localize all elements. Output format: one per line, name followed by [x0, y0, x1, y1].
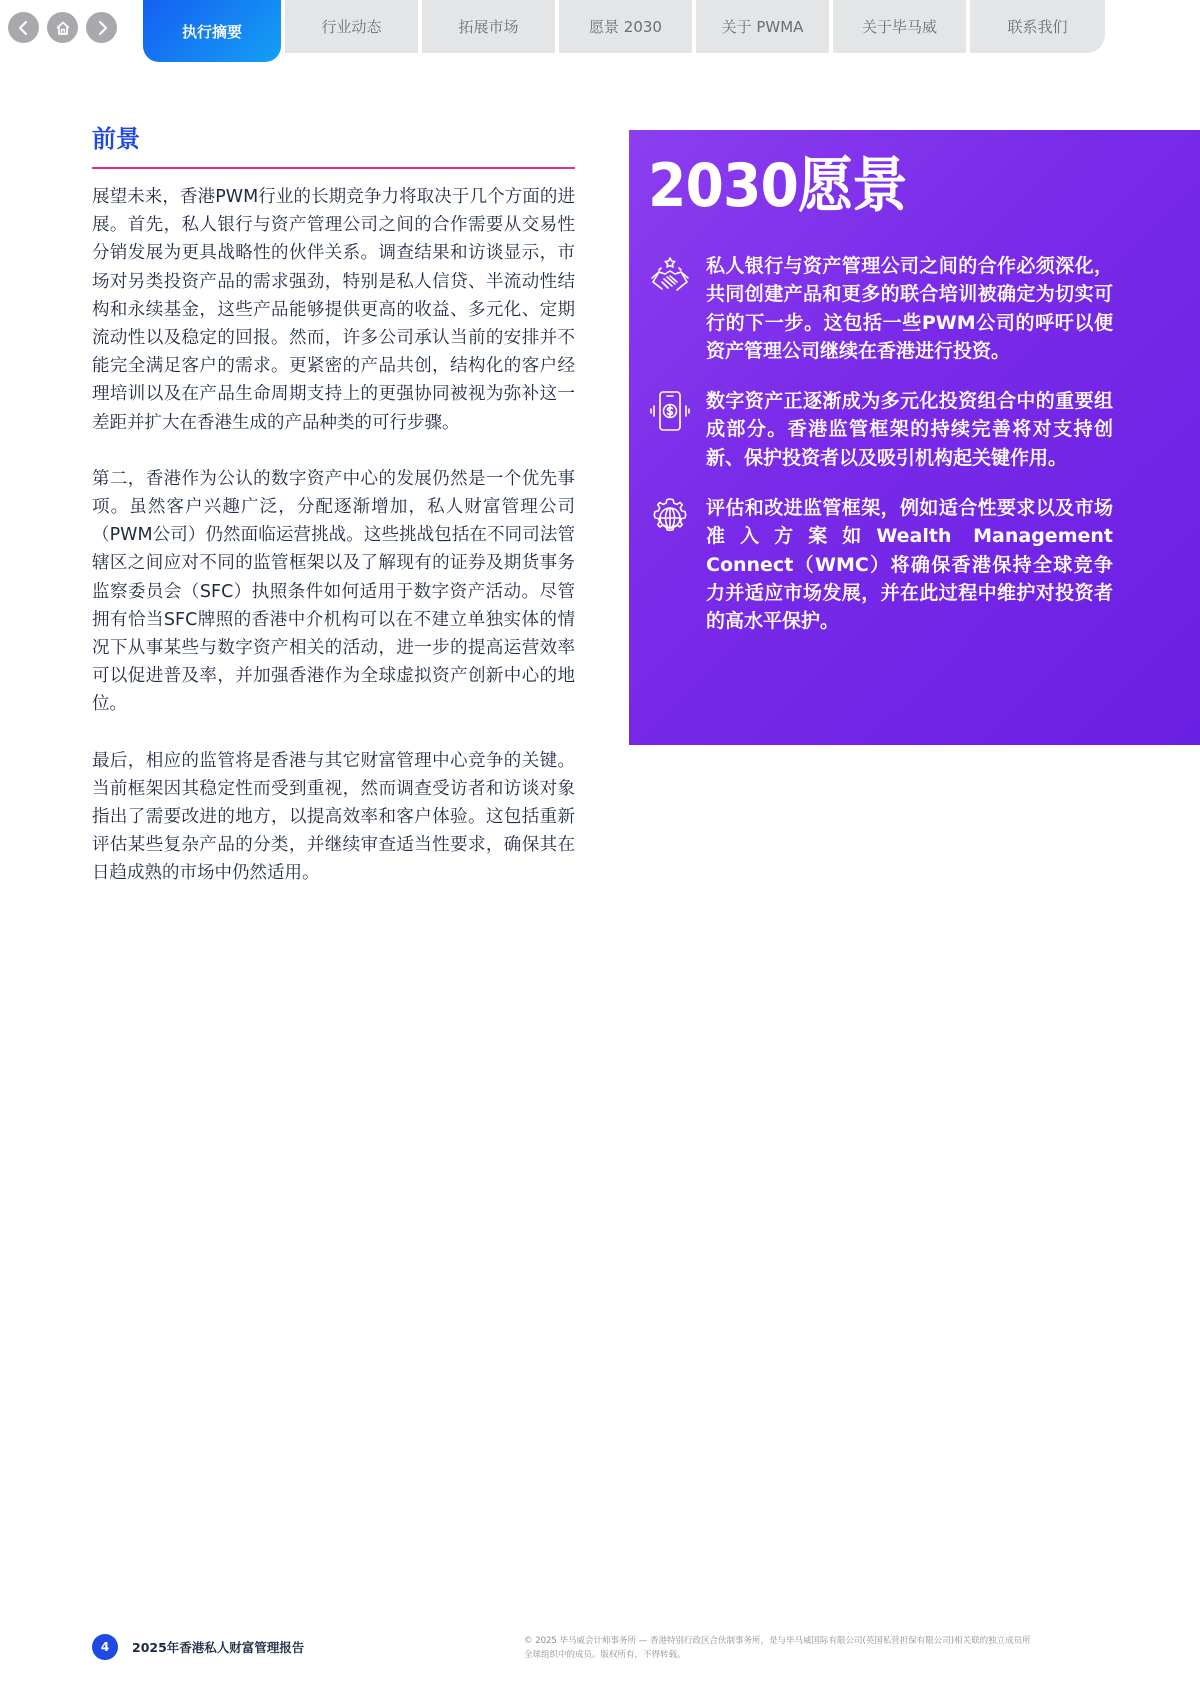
- tab-about-kpmg[interactable]: 关于毕马威: [833, 0, 966, 53]
- chevron-right-icon: [93, 19, 111, 37]
- vision-item: [648, 387, 1175, 472]
- report-title: 2025年香港私人财富管理报告: [132, 1640, 305, 1655]
- handshake-icon: [648, 254, 694, 302]
- tab-vision-2030[interactable]: 愿景 2030: [559, 0, 692, 53]
- tab-executive-summary[interactable]: 执行摘要: [143, 0, 281, 62]
- footer-left: [92, 1634, 304, 1660]
- forward-button[interactable]: [86, 12, 117, 43]
- paragraph-1: 展望未来，香港PWM行业的长期竞争力将取决于几个方面的进展。首先，私人银行与资产管理公司之间的合作需要从交易性分销发展为更具战略性的伙伴关系。调查结果和访谈显示，市场对另类投资产品的需求强劲，特别是私人信贷、半流动性结构和永续基金，这些产品能够提供更高的收益、多元化、定期流动性以及稳定的回报。然而，许多公司承认当前的安排并不能完全满足客户的需求。更紧密的产品共创，结构化的客户经理培训以及在产品生命周期支持上的更强协同被视为弥补这一差距并扩大在香港生成的产品种类的可行步骤。: [92, 187, 575, 433]
- section-title: 前景: [92, 123, 575, 169]
- copyright-notice: [524, 1634, 1114, 1662]
- globe-gear-icon: [648, 496, 694, 544]
- tab-industry-news[interactable]: 行业动态: [285, 0, 418, 53]
- chevron-left-icon: [15, 19, 33, 37]
- outlook-section: [92, 123, 575, 888]
- vision-text: 评估和改进监管框架，例如适合性要求以及市场准入方案如Wealth Management Connect（WMC）将确保香港保持全球竞争力并适应市场发展，并在此过程中维护对投资者的高水平保护。: [706, 497, 1113, 633]
- paragraph-3: 最后，相应的监管将是香港与其它财富管理中心竞争的关键。当前框架因其稳定性而受到重视，然而调查受访者和访谈对象指出了需要改进的地方，以提高效率和客户体验。这包括重新评估某些复杂产品的分类，并继续审查适当性要求，确保其在日趋成熟的市场中仍然适用。: [92, 750, 575, 884]
- vision-item: [648, 494, 1175, 635]
- page-number: 4: [92, 1634, 118, 1660]
- vision-text: 数字资产正逐渐成为多元化投资组合中的重要组成部分。香港监管框架的持续完善将对支持创新、保护投资者以及吸引机构起关键作用。: [706, 390, 1113, 469]
- legal-line-1: © 2025 毕马威会计师事务所 — 香港特别行政区合伙制事务所，是与毕马威国际有限公司(英国私营担保有限公司)相关联的独立成员所: [524, 1636, 1031, 1646]
- vision-2030-panel: [629, 130, 1200, 745]
- vision-item: [648, 252, 1175, 365]
- nav-controls: [8, 12, 117, 43]
- vision-text: 私人银行与资产管理公司之间的合作必须深化，共同创建产品和更多的联合培训被确定为切实可行的下一步。这包括一些PWM公司的呼吁以便资产管理公司继续在香港进行投资。: [706, 255, 1113, 362]
- paragraph-2: 第二，香港作为公认的数字资产中心的发展仍然是一个优先事项。虽然客户兴趣广泛，分配逐渐增加，私人财富管理公司（PWM公司）仍然面临运营挑战。这些挑战包括在不同司法管辖区之间应对不同的监管框架以及了解现有的证券及期货事务监察委员会（SFC）执照条件如何适用于数字资产活动。尽管拥有恰当SFC牌照的香港中介机构可以在不建立单独实体的情况下从事某些与数字资产相关的活动，进一步的提高运营效率可以促进普及率，并加强香港作为全球虚拟资产创新中心的地位。: [92, 468, 575, 715]
- vision-title: 2030愿景: [648, 151, 907, 221]
- home-button[interactable]: [47, 12, 78, 43]
- tab-about-pwma[interactable]: 关于 PWMA: [696, 0, 829, 53]
- section-tabs: [143, 0, 1105, 62]
- tab-contact-us[interactable]: 联系我们: [970, 0, 1105, 53]
- mobile-dollar-icon: [648, 389, 694, 437]
- tab-expand-market[interactable]: 拓展市场: [422, 0, 555, 53]
- back-button[interactable]: [8, 12, 39, 43]
- home-icon: [54, 19, 72, 37]
- legal-line-2: 全球组织中的成员。版权所有，不得转载。: [524, 1650, 686, 1660]
